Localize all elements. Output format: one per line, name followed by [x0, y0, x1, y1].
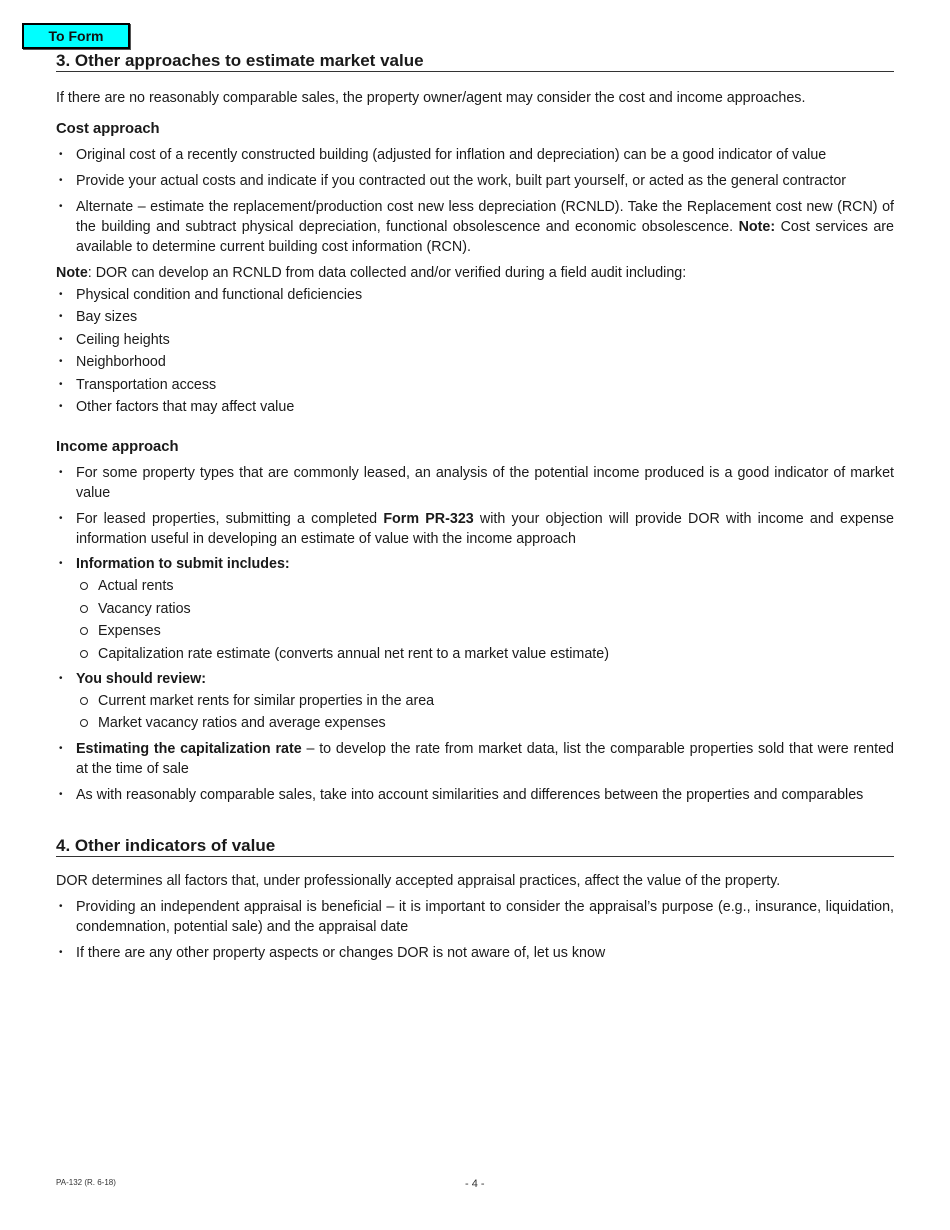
cap-rate-bullet — [56, 739, 894, 779]
section-3 — [56, 51, 894, 805]
cost-bullet-3-note: Note: — [738, 219, 776, 235]
factor-item: • Bay sizes — [56, 307, 894, 327]
rcnld-note-text: : DOR can develop an RCNLD from data collected and/or verified during a field audit including: — [87, 265, 687, 281]
cost-approach-heading: Cost approach — [56, 121, 160, 137]
to-form-button[interactable]: To Form — [22, 23, 130, 49]
income-bullet-2-text-b: with your objection will provide DOR with income and expense information useful in developing an estimate of value with the income approach — [76, 510, 894, 547]
cost-bullet-3-text-a: Alternate – estimate the replacement/production cost new less depreciation (RCNLD). Take the Replacement cost new (RCN) of the building and subtract physical depreciation, functional obsolescence and economic obsolescence. — [76, 199, 894, 235]
review-heading: You should review: — [76, 670, 207, 687]
field-audit-factors — [56, 285, 894, 417]
income-bullet-1: • For some property types that are commonly leased, an analysis of the potential income produced is a good indicator of market value — [56, 463, 894, 503]
factor-item: • Ceiling heights — [56, 330, 894, 350]
cost-approach-list — [56, 145, 894, 257]
cap-rate-bold: Estimating the capitalization rate — [76, 741, 302, 758]
section-4-intro: DOR determines all factors that, under professionally accepted appraisal practices, affect the value of the property. — [56, 873, 781, 889]
section-4 — [56, 836, 894, 963]
submit-item: Expenses — [56, 621, 894, 641]
section-4-title: 4. Other indicators of value — [56, 836, 894, 857]
factor-item: • Physical condition and functional deficiencies — [56, 285, 894, 305]
review-item: Current market rents for similar properties in the area — [56, 691, 894, 711]
page-number: - 4 - — [465, 1178, 485, 1190]
income-bullet-2-text-a: For leased properties, submitting a completed — [76, 510, 384, 527]
cost-bullet-1: • Original cost of a recently constructed building (adjusted for inflation and depreciation) can be a good indicator of value — [56, 145, 894, 165]
section-4-list — [56, 897, 894, 963]
income-bullet-2 — [56, 509, 894, 549]
cap-rate-text: – to develop the rate from market data, list the comparable properties sold that were rented at the time of sale — [76, 741, 894, 778]
submit-heading: Information to submit includes: — [76, 555, 290, 572]
comparables-bullet: • As with reasonably comparable sales, take into account similarities and differences between the properties and comparables — [56, 785, 894, 805]
submit-item: Vacancy ratios — [56, 599, 894, 619]
income-approach-heading: Income approach — [56, 438, 179, 455]
income-approach-list — [56, 463, 894, 805]
form-pr-323-ref: Form PR-323 — [383, 510, 474, 527]
let-us-know-bullet: • If there are any other property aspects or changes DOR is not aware of, let us know — [56, 943, 894, 963]
rcnld-note-label: Note — [56, 265, 88, 281]
submit-heading-item — [56, 554, 894, 574]
review-heading-item — [56, 669, 894, 689]
appraisal-bullet: • Providing an independent appraisal is beneficial – it is important to consider the appraisal’s purpose (e.g., insurance, liquidation, condemnation, potential sale) and the appraisal date — [56, 897, 894, 937]
section-3-title: 3. Other approaches to estimate market value — [56, 51, 894, 72]
section-3-intro: If there are no reasonably comparable sales, the property owner/agent may consider the cost and income approaches. — [56, 90, 806, 106]
form-id: PA-132 (R. 6-18) — [56, 1178, 116, 1187]
review-item: Market vacancy ratios and average expenses — [56, 713, 894, 733]
factor-item: • Transportation access — [56, 375, 894, 395]
cost-bullet-3-text-b: Cost services are available to determine current building cost information (RCN). — [76, 219, 894, 255]
submit-item: Actual rents — [56, 576, 894, 596]
cost-bullet-2: • Provide your actual costs and indicate if you contracted out the work, built part yourself, or acted as the general contractor — [56, 171, 894, 191]
factor-item: • Other factors that may affect value — [56, 397, 894, 417]
submit-item: Capitalization rate estimate (converts annual net rent to a market value estimate) — [56, 644, 894, 664]
factor-item: • Neighborhood — [56, 352, 894, 372]
cost-bullet-3 — [56, 197, 894, 257]
rcnld-note — [56, 263, 894, 283]
